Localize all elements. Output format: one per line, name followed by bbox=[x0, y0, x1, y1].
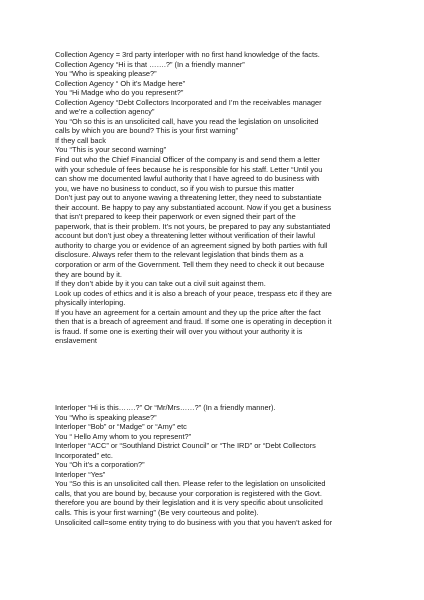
text-line: Don’t just pay out to anyone waving a threatening letter, they need to substantiate bbox=[55, 193, 322, 203]
text-line: Collection Agency = 3rd party interloper with no first hand knowledge of the facts. bbox=[55, 50, 320, 59]
text-line: calls by which you are bound? This is your first warning” bbox=[55, 126, 239, 136]
text-line: Incorporated” etc. bbox=[55, 450, 113, 460]
text-line: You “So this is an unsolicited call then. Please refer to the legislation on unsolicited bbox=[55, 479, 326, 489]
text-line: enslavement bbox=[55, 336, 97, 346]
text-line: paperwork, that is their problem. It’s not yours, be prepared to pay any substantiated bbox=[55, 221, 331, 231]
text-line: therefore you are bound by their legislation and it is very specific about unsolicited bbox=[55, 498, 323, 508]
text-line: Collection Agency “Hi is that …….?” (In a friendly manner” bbox=[55, 59, 245, 69]
text-line: You “Oh so this is an unsolicited call, have you read the legislation on unsolicited bbox=[55, 116, 319, 126]
text-line: You “This is your second warning” bbox=[55, 145, 167, 155]
text-line: If you have an agreement for a certain amount and they up the price after the fact bbox=[55, 307, 321, 317]
text-line: Interloper “Yes” bbox=[55, 469, 106, 479]
text-line: Collection Agency “ Oh it’s Madge here” bbox=[55, 78, 186, 88]
text-line: If they don’t abide by it you can take out a civil suit against them. bbox=[55, 279, 266, 289]
text-line: You “Who is speaking please?” bbox=[55, 69, 157, 79]
text-line: Interloper “Bob” or “Madge” or “Amy” etc bbox=[55, 422, 187, 432]
text-line: Find out who the Chief Financial Officer of the company is and send them a letter bbox=[55, 155, 320, 165]
text-line: disclosure. Always refer them to the relevant legislation that binds them as a bbox=[55, 250, 304, 260]
section-collection-agency bbox=[55, 50, 375, 346]
text-line: can show me documented lawful authority that I have agreed to do business with bbox=[55, 174, 320, 184]
text-line: calls, that you are bound by, because your corporation is registered with the Govt. bbox=[55, 488, 322, 498]
text-line: Unsolicited call=some entity trying to do business with you that you haven’t asked for bbox=[55, 517, 333, 527]
text-line: with your schedule of fees because he is responsible for his staff. Letter “Until you bbox=[55, 164, 323, 174]
text-line: calls. This is your first warning” (Be very courteous and polite). bbox=[55, 508, 259, 518]
text-line: You “ Hello Amy whom to you represent?” bbox=[55, 431, 192, 441]
text-line: Interloper “Hi is this…….?” Or “Mr/Mrs……?” (In a friendly manner). bbox=[55, 403, 276, 412]
text-line: You “Oh it’s a corporation?” bbox=[55, 460, 145, 470]
text-line: they are bound by it. bbox=[55, 269, 122, 279]
text-line: Collection Agency “Debt Collectors Incorporated and I’m the receivables manager bbox=[55, 97, 322, 107]
text-line: Interloper “ACC” or “Southland District Council” or “The IRD” or “Debt Collectors bbox=[55, 441, 316, 451]
text-line: physically interloping. bbox=[55, 298, 126, 308]
text-line: and we’re a collection agency” bbox=[55, 107, 155, 117]
text-line: you, we have no business to conduct, so if you wish to pursue this matter bbox=[55, 183, 295, 193]
text-line: If they call back bbox=[55, 135, 106, 145]
text-line: their account. Be happy to pay any substantiated account. Now if you get a business bbox=[55, 202, 332, 212]
text-line: account but don’t just obey a threatening letter without verification of their lawful bbox=[55, 231, 316, 241]
text-line: then that is a breach of agreement and fraud. If some one is operating in deception it bbox=[55, 317, 332, 327]
text-line: You “Hi Madge who do you represent?” bbox=[55, 88, 184, 98]
text-line: is fraud. If some one is exerting their will over you without your authority it is bbox=[55, 326, 303, 336]
text-line: Look up codes of ethics and it is also a breach of your peace, trespass etc if they are bbox=[55, 288, 332, 298]
text-line: corporation or arm of the Government. Tell them they need to check it out because bbox=[55, 260, 325, 270]
text-line: You “Who is speaking please?” bbox=[55, 412, 157, 422]
text-line: authority to charge you or evidence of an agreement signed by both parties with full bbox=[55, 240, 328, 250]
text-line: that isn’t prepared to keep their paperwork or even signed their part of the bbox=[55, 212, 296, 222]
section-interloper bbox=[55, 403, 375, 527]
